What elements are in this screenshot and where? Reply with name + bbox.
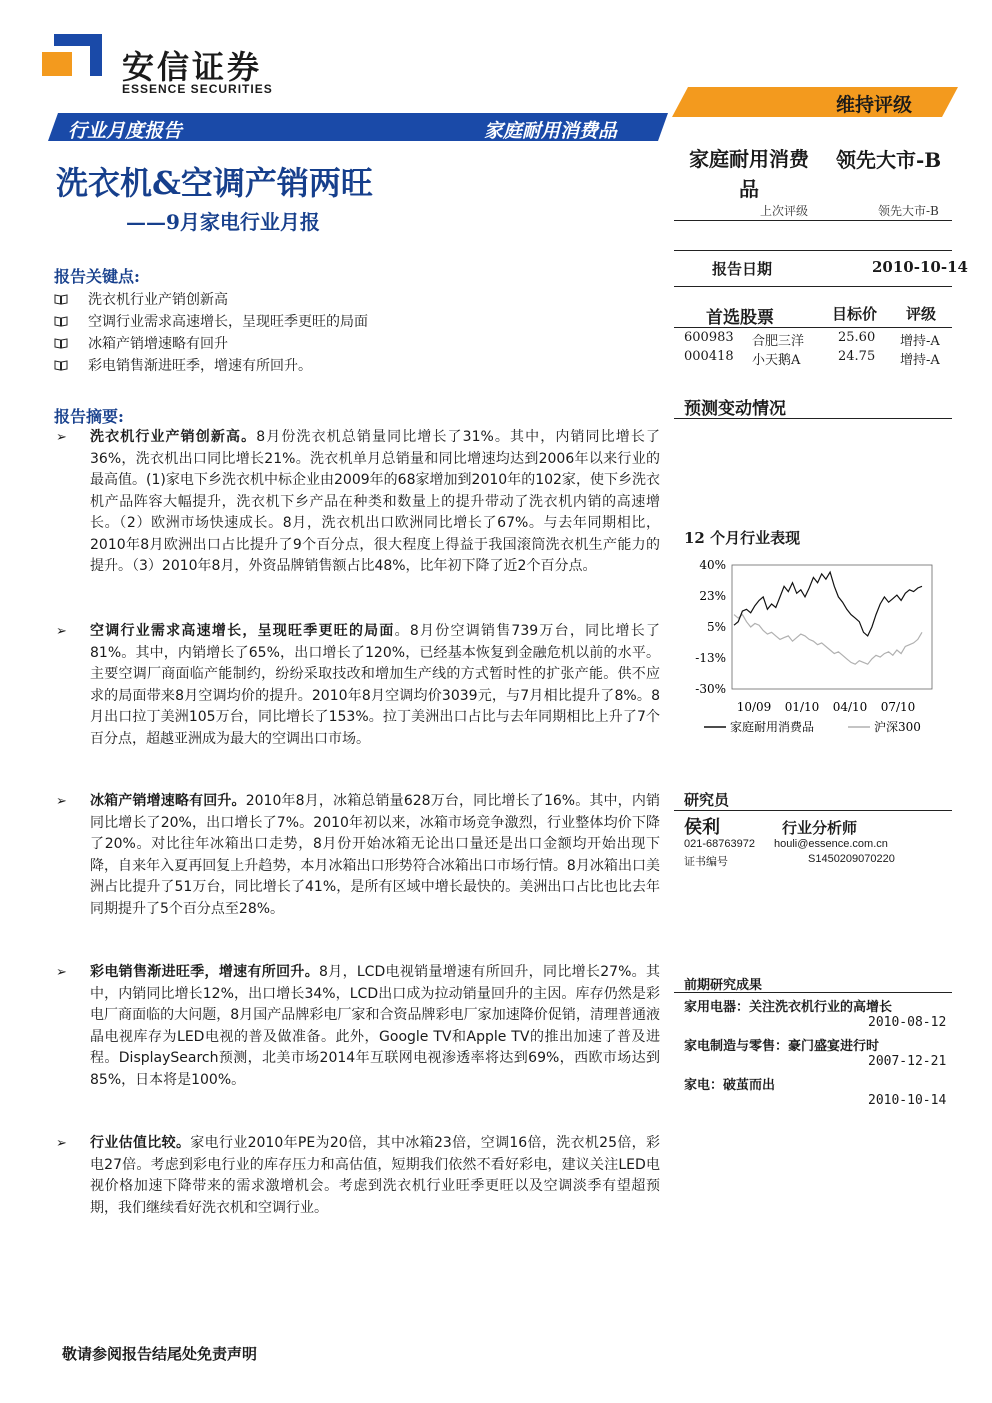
stock-code: 600983 (684, 330, 734, 345)
summary-lead: 冰箱产销增速略有回升。 (90, 793, 246, 809)
y-tick-label: 40% (699, 558, 726, 572)
divider (674, 992, 952, 993)
page-subtitle: ——9月家电行业月报 (126, 210, 320, 234)
divider (674, 327, 952, 328)
key-point-text: 洗衣机行业产销创新高 (88, 292, 228, 308)
prev-rating-label: 上次评级 (760, 204, 809, 218)
summary-lead: 行业估值比较。 (90, 1135, 191, 1151)
stock-rating: 增持-A (900, 353, 940, 368)
series-line (734, 572, 922, 636)
legend-label: 沪深300 (874, 720, 921, 734)
summary-lead: 彩电销售渐进旺季，增速有所回升。 (90, 964, 320, 980)
key-point-text: 冰箱产销增速略有回升 (88, 336, 228, 352)
sector-label: 家庭耐用消费品 (484, 120, 618, 142)
summary-body: 。8月份空调销售739万台，同比增长了81%。其中，内销增长了65%，出口增长了120%，已经基本恢复到金融危机以前的水平。主要空调厂商面临产能制约，纷纷采取技改和增加生产线的方式暂时性的扩张产能。供不应求的局面带来8月空调均价的提升。2010年8月空调均价3039元，与7月相比提升了8%。8月出口拉丁美洲105万台，同比增长了153%。拉丁美洲出口占比与去年同期相比上升了7个百分点，超越亚洲成为最大的空调出口市场。 (90, 623, 660, 747)
page-title: 洗衣机&空调产销两旺 (56, 164, 373, 202)
arrow-bullet-icon: ➢ (56, 965, 67, 980)
arrow-bullet-icon: ➢ (56, 624, 67, 639)
summary-body: 8月份洗衣机总销量同比增长了31%。其中，内销同比增长了36%，洗衣机出口同比增长21%。洗衣机单月总销量和同比增速均达到2006年以来行业的最高值。(1)家电下乡洗衣机中标企业由2009年的68家增加到2010年的102家，使下乡洗衣机产品阵容大幅提升，洗衣机下乡产品在种类和数量上的提升带动了洗衣机内销的高速增长。（2）欧洲市场快速成长。8月，洗衣机出口欧洲同比增长了67%。与去年同期相比，2010年8月欧洲出口占比提升了9个百分点，很大程度上得益于我国滚筒洗衣机生产能力的提升。（3）2010年8月，外资品牌销售额占比48%，比年初下降了近2个百分点。 (90, 429, 660, 574)
rating-tab (672, 87, 958, 117)
prior-research-date: 2010-10-14 (868, 1093, 947, 1108)
prev-rating-value: 领先大市-B (878, 204, 939, 218)
arrow-bullet-icon: ➢ (56, 430, 67, 445)
performance-chart (680, 555, 950, 745)
report-date: 2010-10-14 (872, 258, 968, 276)
prior-research-item[interactable]: 家电：破茧而出 (684, 1078, 776, 1093)
divider (674, 810, 952, 811)
summary-body: 2010年8月，冰箱总销量628万台，同比增长了16%。其中，内销同比增长了20%，出口增长了7%。2010年初以来，冰箱市场竞争激烈，行业整体均价下降了20%。对比往年冰箱出口走势，8月份开始冰箱无论出口量还是出口金额均开始出现下降，自来年入夏再回复上升趋势，本月冰箱出口形势符合冰箱出口市场行情。8月冰箱出口美洲占比提升了51万台，同比增长了41%，是所有区域中增长最快的。美洲出口占比也比去年同期提升了5个百分点至28%。 (90, 793, 660, 917)
analyst-email[interactable]: houli@essence.com.cn (774, 838, 888, 850)
book-icon (54, 360, 68, 371)
book-icon (54, 338, 68, 349)
summary-paragraph (90, 621, 660, 750)
key-point-text: 彩电销售渐进旺季，增速有所回升。 (88, 358, 312, 374)
key-point-item (54, 355, 312, 375)
report-date-label: 报告日期 (712, 260, 773, 278)
key-point-item (54, 333, 228, 353)
stock-header-name: 首选股票 (706, 308, 774, 328)
legend-label: 家庭耐用消费品 (730, 720, 815, 734)
summary-paragraph (90, 1133, 660, 1219)
key-point-item (54, 289, 228, 309)
prior-research-item[interactable]: 家用电器：关注洗衣机行业的高增长 (684, 1000, 893, 1015)
x-tick-label: 01/10 (784, 700, 820, 714)
book-icon (54, 294, 68, 305)
arrow-bullet-icon: ➢ (56, 1136, 67, 1151)
prior-research-date: 2010-08-12 (868, 1015, 947, 1030)
analyst-name: 侯利 (684, 817, 720, 838)
y-tick-label: 23% (699, 589, 726, 603)
sector-name-line2: 品 (739, 177, 759, 201)
divider (674, 220, 952, 221)
analyst-phone: 021-68763972 (684, 838, 755, 850)
key-point-text: 空调行业需求高速增长，呈现旺季更旺的局面 (88, 314, 368, 330)
stock-header-rating: 评级 (906, 305, 937, 323)
logo-icon (40, 30, 104, 80)
x-tick-label: 10/09 (736, 700, 772, 714)
summary-lead: 空调行业需求高速增长，呈现旺季更旺的局面 (90, 623, 395, 639)
stock-name: 小天鹅A (752, 353, 801, 368)
stock-rating: 增持-A (900, 334, 940, 349)
x-tick-label: 04/10 (832, 700, 868, 714)
report-type: 行业月度报告 (68, 120, 183, 142)
divider (674, 286, 952, 287)
key-points-title: 报告关键点: (54, 267, 140, 286)
sector-name-line1: 家庭耐用消费 (689, 147, 809, 171)
summary-paragraph (90, 427, 660, 578)
stock-target: 25.60 (838, 330, 876, 345)
logo-subtext: ESSENCE SECURITIES (122, 82, 273, 96)
prior-research-date: 2007-12-21 (868, 1054, 947, 1069)
summary-body: 家电行业2010年PE为20倍，其中冰箱23倍，空调16倍，洗衣机25倍，彩电27倍。考虑到彩电行业的库存压力和高估值，短期我们依然不看好彩电，建议关注LED电视价格加速下降带来的需求激增机会。考虑到洗衣机行业旺季更旺以及空调淡季有望超预期，我们继续看好洗衣机和空调行业。 (90, 1135, 660, 1216)
stock-name: 合肥三洋 (752, 334, 805, 349)
sector-rating: 领先大市-B (836, 148, 942, 172)
prior-research-item[interactable]: 家电制造与零售：豪门盛宴进行时 (684, 1039, 880, 1054)
x-tick-label: 07/10 (880, 700, 916, 714)
arrow-bullet-icon: ➢ (56, 794, 67, 809)
analyst-section-title: 研究员 (684, 791, 730, 809)
divider (674, 250, 952, 251)
book-icon (54, 316, 68, 327)
prior-research-title: 前期研究成果 (684, 978, 763, 993)
stock-target: 24.75 (838, 349, 876, 364)
y-tick-label: 5% (706, 620, 726, 634)
rating-tab-label: 维持评级 (836, 94, 913, 116)
stock-code: 000418 (684, 349, 734, 364)
stock-header-target: 目标价 (832, 305, 878, 323)
disclaimer-note: 敬请参阅报告结尾处免责声明 (62, 1345, 258, 1363)
logo-text: 安信证券 (122, 48, 263, 86)
divider (674, 418, 952, 419)
key-point-item (54, 311, 368, 331)
y-tick-label: -30% (695, 682, 726, 696)
series-line (734, 615, 922, 665)
sector-name (674, 144, 824, 204)
analyst-role: 行业分析师 (782, 819, 858, 837)
forecast-title: 预测变动情况 (684, 399, 786, 419)
summary-title: 报告摘要: (54, 407, 124, 426)
summary-paragraph (90, 791, 660, 920)
y-tick-label: -13% (695, 651, 726, 665)
analyst-cert: S1450209070220 (808, 853, 895, 865)
analyst-cert-label: 证书编号 (684, 855, 728, 868)
summary-lead: 洗衣机行业产销创新高。 (90, 429, 257, 445)
summary-paragraph (90, 962, 660, 1091)
performance-title: 12 个月行业表现 (684, 529, 801, 547)
chart-frame (732, 565, 932, 689)
summary-body: 8月，LCD电视销量增速有所回升，同比增长27%。其中，内销同比增长12%，出口增长34%，LCD出口成为拉动销量回升的主因。库存仍然是彩电厂商面临的大问题，8月国产品牌彩电厂家和合资品牌彩电厂家加速降价促销，清理普通液晶电视库存为LED电视的普及做准备。此外，Google TV和Apple TV的推出加速了普及进程。DisplaySearch预测，北美市场2014年互联网电视渗透率将达到69%，西欧市场达到85%，日本将是100%。 (90, 964, 660, 1088)
